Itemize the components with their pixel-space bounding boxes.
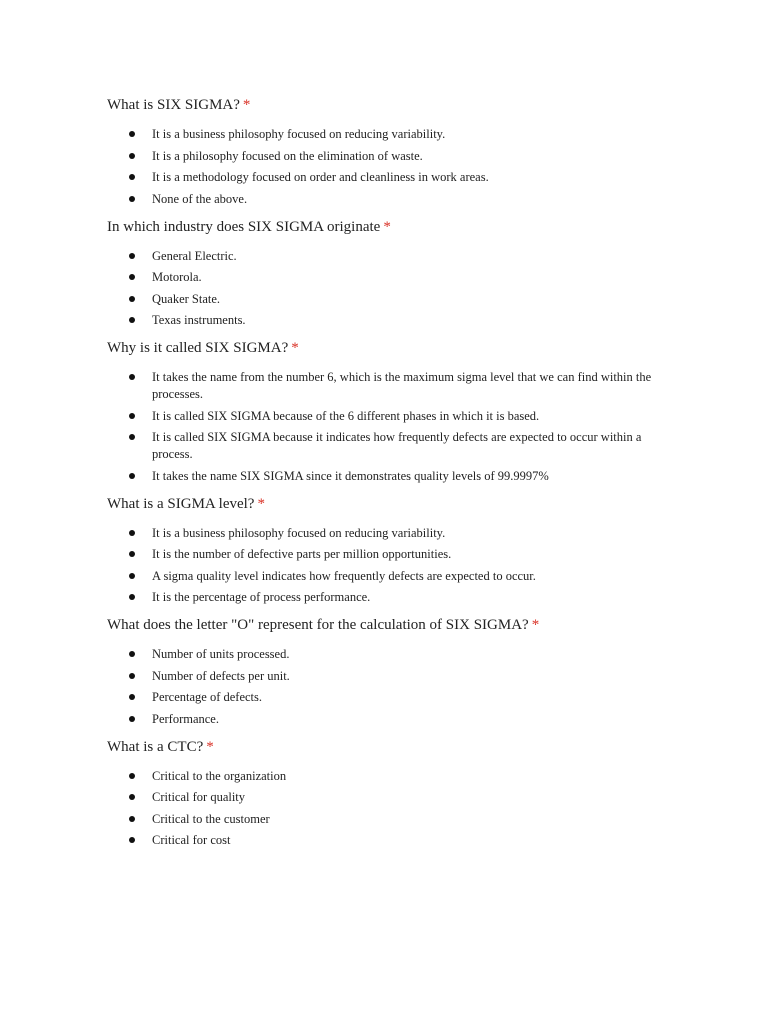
option-item	[129, 408, 652, 425]
option-list	[107, 126, 658, 208]
option-item	[129, 269, 652, 286]
option-text: Critical for cost	[152, 833, 231, 847]
option-item	[129, 832, 652, 849]
option-text: Number of units processed.	[152, 647, 290, 661]
bullet-icon	[129, 174, 135, 180]
bullet-icon	[129, 374, 135, 380]
option-item	[129, 525, 652, 542]
option-text: It takes the name SIX SIGMA since it demonstrates quality levels of 99.9997%	[152, 468, 549, 483]
question-title	[107, 217, 658, 237]
option-text: Percentage of defects.	[152, 690, 263, 704]
option-text: It is a methodology focused on order and cleanliness in work areas.	[152, 170, 489, 184]
bullet-icon	[129, 816, 135, 822]
option-item	[129, 468, 652, 485]
question-text: What is SIX SIGMA?	[107, 97, 240, 113]
option-text: General Electric.	[152, 248, 237, 263]
bullet-icon	[129, 153, 135, 159]
option-item	[129, 126, 652, 143]
required-mark: *	[383, 218, 391, 235]
question-text: Why is it called SIX SIGMA?	[107, 340, 289, 356]
bullet-icon	[129, 573, 135, 579]
question-5	[107, 615, 658, 728]
option-list	[107, 646, 658, 728]
option-list	[107, 768, 658, 850]
bullet-icon	[129, 651, 135, 657]
option-item	[129, 668, 652, 685]
question-4	[107, 494, 658, 607]
option-list	[107, 248, 658, 330]
option-item	[129, 568, 652, 585]
option-text: It is a philosophy focused on the elimination of waste.	[152, 148, 423, 163]
bullet-icon	[129, 773, 135, 779]
option-text: Critical to the customer	[152, 811, 270, 826]
option-text: Motorola.	[152, 270, 202, 284]
bullet-icon	[129, 196, 135, 202]
option-item	[129, 369, 652, 403]
option-text: A sigma quality level indicates how frequently defects are expected to occur.	[152, 568, 536, 583]
option-text: It takes the name from the number 6, which is the maximum sigma level that we can find within the processes.	[152, 370, 652, 401]
question-6	[107, 737, 658, 850]
question-text: What does the letter "O" represent for the calculation of SIX SIGMA?	[107, 617, 529, 633]
bullet-icon	[129, 274, 135, 280]
option-text: It is the number of defective parts per million opportunities.	[152, 547, 452, 561]
option-item	[129, 291, 652, 308]
bullet-icon	[129, 716, 135, 722]
question-title	[107, 338, 658, 358]
option-text: It is a business philosophy focused on reducing variability.	[152, 127, 446, 141]
bullet-icon	[129, 253, 135, 259]
bullet-icon	[129, 530, 135, 536]
bullet-icon	[129, 413, 135, 419]
option-item	[129, 646, 652, 663]
option-list	[107, 369, 658, 485]
option-item	[129, 148, 652, 165]
bullet-icon	[129, 131, 135, 137]
option-text: Critical to the organization	[152, 768, 287, 783]
question-title	[107, 95, 658, 115]
option-item	[129, 768, 652, 785]
option-text: Performance.	[152, 711, 219, 726]
question-title	[107, 737, 658, 757]
option-item	[129, 589, 652, 606]
option-item	[129, 546, 652, 563]
question-text: In which industry does SIX SIGMA originate	[107, 218, 381, 235]
required-mark: *	[257, 495, 265, 512]
option-text: Quaker State.	[152, 291, 221, 306]
option-text: It is called SIX SIGMA because of the 6 different phases in which it is based.	[152, 408, 540, 423]
bullet-icon	[129, 673, 135, 679]
option-item	[129, 789, 652, 806]
question-text: What is a CTC?	[107, 738, 204, 755]
option-text: Number of defects per unit.	[152, 668, 290, 683]
question-3	[107, 338, 658, 485]
option-item	[129, 169, 652, 186]
bullet-icon	[129, 434, 135, 440]
option-item	[129, 689, 652, 706]
option-list	[107, 525, 658, 607]
bullet-icon	[129, 317, 135, 323]
bullet-icon	[129, 296, 135, 302]
option-item	[129, 711, 652, 728]
option-item	[129, 312, 652, 329]
option-item	[129, 429, 652, 463]
required-mark: *	[531, 617, 540, 633]
bullet-icon	[129, 473, 135, 479]
bullet-icon	[129, 594, 135, 600]
bullet-icon	[129, 694, 135, 700]
question-2	[107, 217, 658, 330]
question-text: What is a SIGMA level?	[107, 495, 255, 512]
required-mark: *	[291, 340, 299, 356]
bullet-icon	[129, 837, 135, 843]
option-text: It is the percentage of process performance.	[152, 590, 371, 604]
option-item	[129, 811, 652, 828]
question-title	[107, 494, 658, 514]
option-item	[129, 191, 652, 208]
option-text: It is a business philosophy focused on reducing variability.	[152, 525, 446, 540]
option-text: It is called SIX SIGMA because it indicates how frequently defects are expected to occur within a process.	[152, 430, 642, 461]
option-item	[129, 248, 652, 265]
question-title	[107, 615, 658, 635]
option-text: None of the above.	[152, 191, 248, 206]
required-mark: *	[242, 97, 251, 113]
question-1	[107, 95, 658, 208]
bullet-icon	[129, 551, 135, 557]
option-text: Texas instruments.	[152, 313, 246, 327]
option-text: Critical for quality	[152, 790, 246, 804]
required-mark: *	[206, 738, 214, 755]
bullet-icon	[129, 794, 135, 800]
